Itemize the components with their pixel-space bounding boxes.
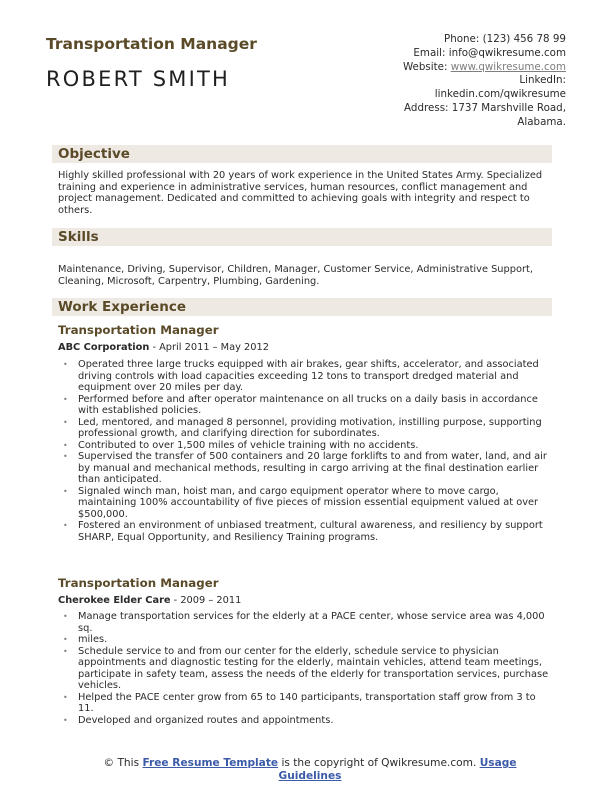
work-experience-heading: Work Experience <box>58 299 186 315</box>
contact-linkedin-url[interactable]: linkedin.com/qwikresume <box>434 88 566 101</box>
skills-heading: Skills <box>58 229 99 245</box>
list-item: • Schedule service to and from our center for the elderly, schedule service to physician appointments and diagnostic testing for the elderly, maintain vehicles, attend team meetings, participate in safety team, assess the needs of the elderly for transportation services, purchase vehicles. <box>58 646 550 692</box>
objective-section-header <box>52 145 552 163</box>
job-title: Transportation Manager <box>58 576 219 590</box>
job-title: Transportation Manager <box>58 323 219 337</box>
list-item: • Contributed to over 1,500 miles of vehicle training with no accidents. <box>58 440 550 452</box>
list-item: • Manage transportation services for the elderly at a PACE center, whose service area was 4,000 sq. <box>58 611 550 634</box>
list-item: • Signaled winch man, hoist man, and cargo equipment operator where to move cargo, maintaining 100% accountability of five pieces of mission essential equipment valued at over $500,000. <box>58 486 550 521</box>
website-label: Website: <box>402 60 451 73</box>
list-item: • Helped the PACE center grow from 65 to 140 participants, transportation staff grow from 3 to 11. <box>58 692 550 715</box>
contact-linkedin-label: LinkedIn: <box>519 74 566 87</box>
objective-heading: Objective <box>58 146 130 162</box>
resume-header <box>46 33 566 128</box>
footer-middle: is the copyright of Qwikresume.com. <box>278 757 480 769</box>
footer-prefix: © This <box>103 757 143 769</box>
job-employer <box>58 342 269 353</box>
list-item: • Fostered an environment of unbiased treatment, cultural awareness, and resiliency by support SHARP, Equal Opportunity, and Resiliency Training programs. <box>58 520 550 543</box>
website-link[interactable]: www.qwikresume.com <box>450 60 566 73</box>
job-dates: - April 2011 – May 2012 <box>149 342 269 353</box>
list-item: • Operated three large trucks equipped with air brakes, gear shifts, accelerator, and associated driving controls with load capacities exceeding 12 tons to transport dredged material and equipment over 20 miles per day. <box>58 359 550 394</box>
contact-phone: Phone: (123) 456 78 99 <box>443 33 566 45</box>
job-dates: - 2009 – 2011 <box>170 595 242 606</box>
contact-address-line2: Alabama. <box>517 115 566 128</box>
objective-text: Highly skilled professional with 20 years of work experience in the United States Army. Specialized training and experience in administrative services, human resources, conflict management and project management. Dedicated and committed to achieving goals with integrity and respect to others. <box>58 170 543 216</box>
job-employer <box>58 595 241 606</box>
contact-block <box>366 33 566 130</box>
list-item: • Performed before and after operator maintenance on all trucks on a daily basis in accordance with established policies. <box>58 394 550 417</box>
list-item: • Led, mentored, and managed 8 personnel, providing motivation, instilling purpose, supporting professional growth, and clarifying direction for subordinates. <box>58 417 550 440</box>
copyright-footer <box>90 757 530 783</box>
list-item: • Supervised the transfer of 500 containers and 20 large forklifts to and from water, land, and air by manual and mechanical methods, resulting in cargo arriving at the final destination earlier than anticipated. <box>58 451 550 486</box>
contact-website <box>366 61 566 75</box>
job-bullets <box>58 359 550 543</box>
skills-section-header <box>52 228 552 246</box>
job-bullets <box>58 611 550 726</box>
free-resume-template-link[interactable]: Free Resume Template <box>142 757 279 769</box>
contact-address-line1: Address: 1737 Marshville Road, <box>404 101 566 114</box>
header-job-title: Transportation Manager <box>46 35 257 53</box>
usage-guidelines-link[interactable]: Usage Guidelines <box>278 757 517 782</box>
company-name: Cherokee Elder Care <box>58 595 171 606</box>
list-item: • Developed and organized routes and appointments. <box>58 715 550 727</box>
work-experience-section-header <box>52 298 552 316</box>
list-item: • miles. <box>58 634 550 646</box>
candidate-name: ROBERT SMITH <box>46 67 231 91</box>
company-name: ABC Corporation <box>58 342 150 353</box>
skills-text: Maintenance, Driving, Supervisor, Children, Manager, Customer Service, Administrative Support, Cleaning, Microsoft, Carpentry, Plumbing, Gardening. <box>58 264 533 287</box>
contact-email: Email: info@qwikresume.com <box>413 46 566 59</box>
